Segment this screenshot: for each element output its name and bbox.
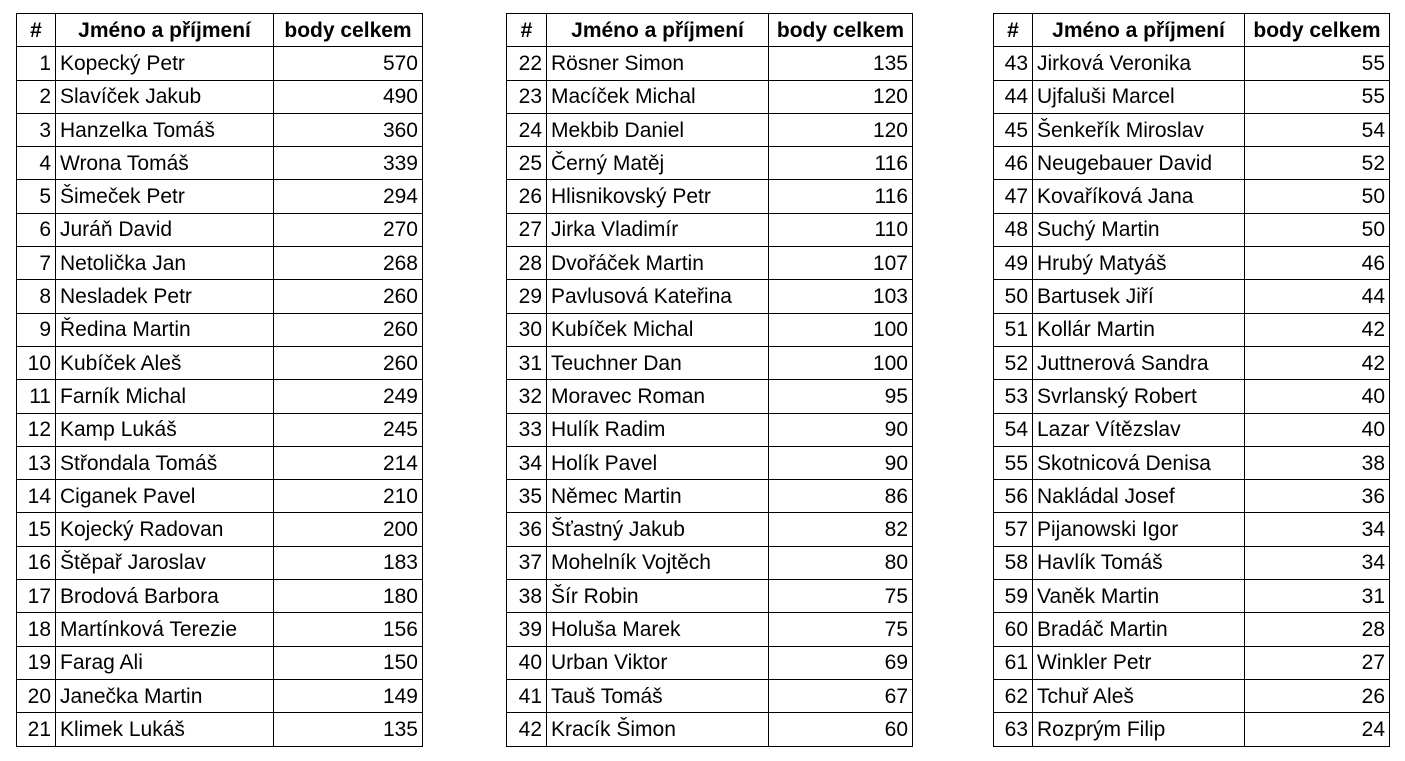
points-cell: 270: [274, 213, 423, 246]
table-row: [507, 580, 913, 613]
table-row: [17, 679, 423, 712]
name-cell: Hanzelka Tomáš: [56, 113, 274, 146]
points-cell: 34: [1245, 546, 1390, 579]
table-row: [994, 180, 1390, 213]
rank-cell: 49: [994, 247, 1033, 280]
name-cell: Šťastný Jakub: [547, 513, 769, 546]
points-cell: 38: [1245, 446, 1390, 479]
points-cell: 214: [274, 446, 423, 479]
name-cell: Kollár Martin: [1033, 313, 1245, 346]
name-cell: Skotnicová Denisa: [1033, 446, 1245, 479]
name-cell: Slavíček Jakub: [56, 80, 274, 113]
points-cell: 69: [769, 646, 913, 679]
table-row: [17, 413, 423, 446]
name-cell: Holuša Marek: [547, 613, 769, 646]
rank-cell: 24: [507, 113, 547, 146]
name-cell: Suchý Martin: [1033, 213, 1245, 246]
rank-cell: 40: [507, 646, 547, 679]
table-row: [507, 679, 913, 712]
points-column-header: body celkem: [274, 14, 423, 47]
points-cell: 100: [769, 346, 913, 379]
table-row: [507, 713, 913, 746]
name-cell: Hrubý Matyáš: [1033, 247, 1245, 280]
rank-cell: 57: [994, 513, 1033, 546]
points-cell: 31: [1245, 580, 1390, 613]
points-cell: 28: [1245, 613, 1390, 646]
points-cell: 86: [769, 480, 913, 513]
name-cell: Šenkeřík Miroslav: [1033, 113, 1245, 146]
points-cell: 180: [274, 580, 423, 613]
table-row: [507, 113, 913, 146]
rank-cell: 5: [17, 180, 56, 213]
name-cell: Svrlanský Robert: [1033, 380, 1245, 413]
points-cell: 150: [274, 646, 423, 679]
rank-cell: 54: [994, 413, 1033, 446]
rank-cell: 45: [994, 113, 1033, 146]
table-row: [507, 213, 913, 246]
points-cell: 44: [1245, 280, 1390, 313]
table-row: [17, 480, 423, 513]
points-cell: 24: [1245, 713, 1390, 746]
results-table-3: [993, 13, 1390, 747]
points-cell: 260: [274, 280, 423, 313]
rank-cell: 52: [994, 346, 1033, 379]
rank-cell: 37: [507, 546, 547, 579]
name-cell: Holík Pavel: [547, 446, 769, 479]
points-cell: 183: [274, 546, 423, 579]
rank-cell: 34: [507, 446, 547, 479]
rank-cell: 17: [17, 580, 56, 613]
name-cell: Rozprým Filip: [1033, 713, 1245, 746]
table-row: [507, 480, 913, 513]
rank-cell: 46: [994, 147, 1033, 180]
points-cell: 67: [769, 679, 913, 712]
name-cell: Hlisnikovský Petr: [547, 180, 769, 213]
rank-cell: 61: [994, 646, 1033, 679]
rank-cell: 36: [507, 513, 547, 546]
points-cell: 36: [1245, 480, 1390, 513]
name-cell: Mohelník Vojtěch: [547, 546, 769, 579]
points-cell: 55: [1245, 80, 1390, 113]
name-cell: Janečka Martin: [56, 679, 274, 712]
name-cell: Neugebauer David: [1033, 147, 1245, 180]
table-row: [994, 713, 1390, 746]
table-row: [507, 47, 913, 80]
name-cell: Tauš Tomáš: [547, 679, 769, 712]
name-cell: Macíček Michal: [547, 80, 769, 113]
rank-cell: 2: [17, 80, 56, 113]
name-column-header: Jméno a příjmení: [1033, 14, 1245, 47]
table-row: [994, 147, 1390, 180]
rank-cell: 51: [994, 313, 1033, 346]
rank-cell: 63: [994, 713, 1033, 746]
table-row: [17, 446, 423, 479]
points-cell: 360: [274, 113, 423, 146]
name-cell: Bradáč Martin: [1033, 613, 1245, 646]
rank-cell: 26: [507, 180, 547, 213]
points-cell: 103: [769, 280, 913, 313]
table-row: [994, 113, 1390, 146]
points-cell: 95: [769, 380, 913, 413]
name-cell: Štěpař Jaroslav: [56, 546, 274, 579]
rank-cell: 29: [507, 280, 547, 313]
table-row: [507, 446, 913, 479]
name-column-header: Jméno a příjmení: [56, 14, 274, 47]
table-row: [507, 646, 913, 679]
table-row: [17, 247, 423, 280]
name-cell: Urban Viktor: [547, 646, 769, 679]
name-cell: Pavlusová Kateřina: [547, 280, 769, 313]
name-cell: Vaněk Martin: [1033, 580, 1245, 613]
table-row: [994, 80, 1390, 113]
table-row: [17, 213, 423, 246]
points-cell: 107: [769, 247, 913, 280]
points-cell: 210: [274, 480, 423, 513]
name-cell: Bartusek Jiří: [1033, 280, 1245, 313]
table-row: [994, 413, 1390, 446]
name-cell: Mekbib Daniel: [547, 113, 769, 146]
rank-cell: 1: [17, 47, 56, 80]
rank-cell: 22: [507, 47, 547, 80]
rank-cell: 47: [994, 180, 1033, 213]
points-cell: 40: [1245, 413, 1390, 446]
rank-cell: 50: [994, 280, 1033, 313]
table-row: [507, 280, 913, 313]
table-row: [994, 580, 1390, 613]
table-row: [507, 180, 913, 213]
name-cell: Farag Ali: [56, 646, 274, 679]
table-row: [17, 80, 423, 113]
points-cell: 110: [769, 213, 913, 246]
table-row: [994, 313, 1390, 346]
rank-cell: 18: [17, 613, 56, 646]
points-cell: 90: [769, 413, 913, 446]
rank-cell: 8: [17, 280, 56, 313]
name-cell: Kopecký Petr: [56, 47, 274, 80]
rank-cell: 19: [17, 646, 56, 679]
table-row: [994, 646, 1390, 679]
name-cell: Ciganek Pavel: [56, 480, 274, 513]
rank-cell: 9: [17, 313, 56, 346]
name-cell: Jirka Vladimír: [547, 213, 769, 246]
rank-cell: 53: [994, 380, 1033, 413]
table-row: [994, 613, 1390, 646]
name-cell: Tchuř Aleš: [1033, 679, 1245, 712]
rank-cell: 28: [507, 247, 547, 280]
rank-cell: 41: [507, 679, 547, 712]
points-cell: 75: [769, 613, 913, 646]
table-row: [507, 247, 913, 280]
name-cell: Martínková Terezie: [56, 613, 274, 646]
name-cell: Nakládal Josef: [1033, 480, 1245, 513]
rank-column-header: #: [507, 14, 547, 47]
rank-cell: 7: [17, 247, 56, 280]
table-row: [17, 613, 423, 646]
table-row: [994, 513, 1390, 546]
table-row: [994, 546, 1390, 579]
table-row: [994, 480, 1390, 513]
rank-cell: 48: [994, 213, 1033, 246]
points-cell: 120: [769, 113, 913, 146]
name-cell: Netolička Jan: [56, 247, 274, 280]
points-cell: 200: [274, 513, 423, 546]
points-cell: 42: [1245, 346, 1390, 379]
table-row: [17, 113, 423, 146]
name-cell: Šimeček Petr: [56, 180, 274, 213]
points-cell: 54: [1245, 113, 1390, 146]
rank-cell: 12: [17, 413, 56, 446]
table-row: [994, 213, 1390, 246]
table-row: [17, 546, 423, 579]
points-cell: 135: [769, 47, 913, 80]
points-cell: 260: [274, 313, 423, 346]
rank-cell: 3: [17, 113, 56, 146]
points-cell: 149: [274, 679, 423, 712]
points-cell: 82: [769, 513, 913, 546]
points-cell: 52: [1245, 147, 1390, 180]
name-cell: Němec Martin: [547, 480, 769, 513]
rank-cell: 56: [994, 480, 1033, 513]
table-row: [507, 380, 913, 413]
results-table-2: [506, 13, 913, 747]
points-cell: 40: [1245, 380, 1390, 413]
table-row: [17, 313, 423, 346]
rank-cell: 11: [17, 380, 56, 413]
rank-cell: 31: [507, 346, 547, 379]
rank-cell: 27: [507, 213, 547, 246]
name-cell: Ujfaluši Marcel: [1033, 80, 1245, 113]
table-row: [507, 346, 913, 379]
name-cell: Havlík Tomáš: [1033, 546, 1245, 579]
points-cell: 570: [274, 47, 423, 80]
points-column-header: body celkem: [1245, 14, 1390, 47]
table-header-row: [17, 14, 423, 47]
rank-cell: 20: [17, 679, 56, 712]
points-cell: 80: [769, 546, 913, 579]
points-cell: 42: [1245, 313, 1390, 346]
points-cell: 490: [274, 80, 423, 113]
name-cell: Jirková Veronika: [1033, 47, 1245, 80]
points-cell: 75: [769, 580, 913, 613]
rank-cell: 13: [17, 446, 56, 479]
table-row: [507, 413, 913, 446]
table-header-row: [994, 14, 1390, 47]
points-column-header: body celkem: [769, 14, 913, 47]
points-cell: 249: [274, 380, 423, 413]
name-cell: Černý Matěj: [547, 147, 769, 180]
table-row: [17, 280, 423, 313]
points-cell: 60: [769, 713, 913, 746]
name-cell: Klimek Lukáš: [56, 713, 274, 746]
rank-cell: 60: [994, 613, 1033, 646]
rank-cell: 15: [17, 513, 56, 546]
rank-cell: 32: [507, 380, 547, 413]
rank-cell: 10: [17, 346, 56, 379]
name-cell: Kojecký Radovan: [56, 513, 274, 546]
name-cell: Moravec Roman: [547, 380, 769, 413]
name-cell: Brodová Barbora: [56, 580, 274, 613]
rank-cell: 4: [17, 147, 56, 180]
name-cell: Kubíček Michal: [547, 313, 769, 346]
table-row: [507, 147, 913, 180]
points-cell: 245: [274, 413, 423, 446]
rank-column-header: #: [17, 14, 56, 47]
table-row: [17, 380, 423, 413]
rank-cell: 55: [994, 446, 1033, 479]
rank-cell: 6: [17, 213, 56, 246]
points-cell: 294: [274, 180, 423, 213]
name-cell: Šír Robin: [547, 580, 769, 613]
table-row: [17, 580, 423, 613]
name-cell: Kubíček Aleš: [56, 346, 274, 379]
name-cell: Rösner Simon: [547, 47, 769, 80]
table-row: [507, 313, 913, 346]
points-cell: 50: [1245, 213, 1390, 246]
rank-cell: 35: [507, 480, 547, 513]
points-cell: 50: [1245, 180, 1390, 213]
table-row: [17, 713, 423, 746]
name-column-header: Jméno a příjmení: [547, 14, 769, 47]
name-cell: Lazar Vítězslav: [1033, 413, 1245, 446]
points-cell: 116: [769, 147, 913, 180]
points-cell: 339: [274, 147, 423, 180]
name-cell: Juráň David: [56, 213, 274, 246]
table-row: [994, 47, 1390, 80]
table-row: [994, 346, 1390, 379]
table-row: [17, 180, 423, 213]
points-cell: 55: [1245, 47, 1390, 80]
table-row: [994, 247, 1390, 280]
name-cell: Teuchner Dan: [547, 346, 769, 379]
rank-cell: 30: [507, 313, 547, 346]
rank-cell: 42: [507, 713, 547, 746]
rank-cell: 44: [994, 80, 1033, 113]
name-cell: Kracík Šimon: [547, 713, 769, 746]
results-table-1: [16, 13, 423, 747]
rank-cell: 58: [994, 546, 1033, 579]
rank-cell: 33: [507, 413, 547, 446]
rank-cell: 14: [17, 480, 56, 513]
points-cell: 156: [274, 613, 423, 646]
table-row: [994, 446, 1390, 479]
rank-cell: 39: [507, 613, 547, 646]
points-cell: 46: [1245, 247, 1390, 280]
table-row: [994, 280, 1390, 313]
rank-cell: 62: [994, 679, 1033, 712]
points-cell: 90: [769, 446, 913, 479]
points-cell: 135: [274, 713, 423, 746]
name-cell: Wrona Tomáš: [56, 147, 274, 180]
rank-cell: 21: [17, 713, 56, 746]
name-cell: Ředina Martin: [56, 313, 274, 346]
table-row: [507, 613, 913, 646]
rank-column-header: #: [994, 14, 1033, 47]
name-cell: Juttnerová Sandra: [1033, 346, 1245, 379]
rank-cell: 16: [17, 546, 56, 579]
name-cell: Pijanowski Igor: [1033, 513, 1245, 546]
name-cell: Nesladek Petr: [56, 280, 274, 313]
table-row: [507, 80, 913, 113]
points-cell: 27: [1245, 646, 1390, 679]
table-row: [507, 513, 913, 546]
rank-cell: 25: [507, 147, 547, 180]
points-cell: 34: [1245, 513, 1390, 546]
rank-cell: 59: [994, 580, 1033, 613]
name-cell: Střondala Tomáš: [56, 446, 274, 479]
table-row: [994, 380, 1390, 413]
table-row: [17, 513, 423, 546]
name-cell: Winkler Petr: [1033, 646, 1245, 679]
points-cell: 260: [274, 346, 423, 379]
table-header-row: [507, 14, 913, 47]
rank-cell: 23: [507, 80, 547, 113]
name-cell: Farník Michal: [56, 380, 274, 413]
name-cell: Hulík Radim: [547, 413, 769, 446]
points-cell: 120: [769, 80, 913, 113]
table-row: [994, 679, 1390, 712]
points-cell: 26: [1245, 679, 1390, 712]
rank-cell: 43: [994, 47, 1033, 80]
points-cell: 116: [769, 180, 913, 213]
rank-cell: 38: [507, 580, 547, 613]
points-cell: 100: [769, 313, 913, 346]
points-cell: 268: [274, 247, 423, 280]
name-cell: Kovaříková Jana: [1033, 180, 1245, 213]
table-row: [507, 546, 913, 579]
table-row: [17, 47, 423, 80]
table-row: [17, 147, 423, 180]
name-cell: Kamp Lukáš: [56, 413, 274, 446]
table-row: [17, 346, 423, 379]
table-row: [17, 646, 423, 679]
name-cell: Dvořáček Martin: [547, 247, 769, 280]
